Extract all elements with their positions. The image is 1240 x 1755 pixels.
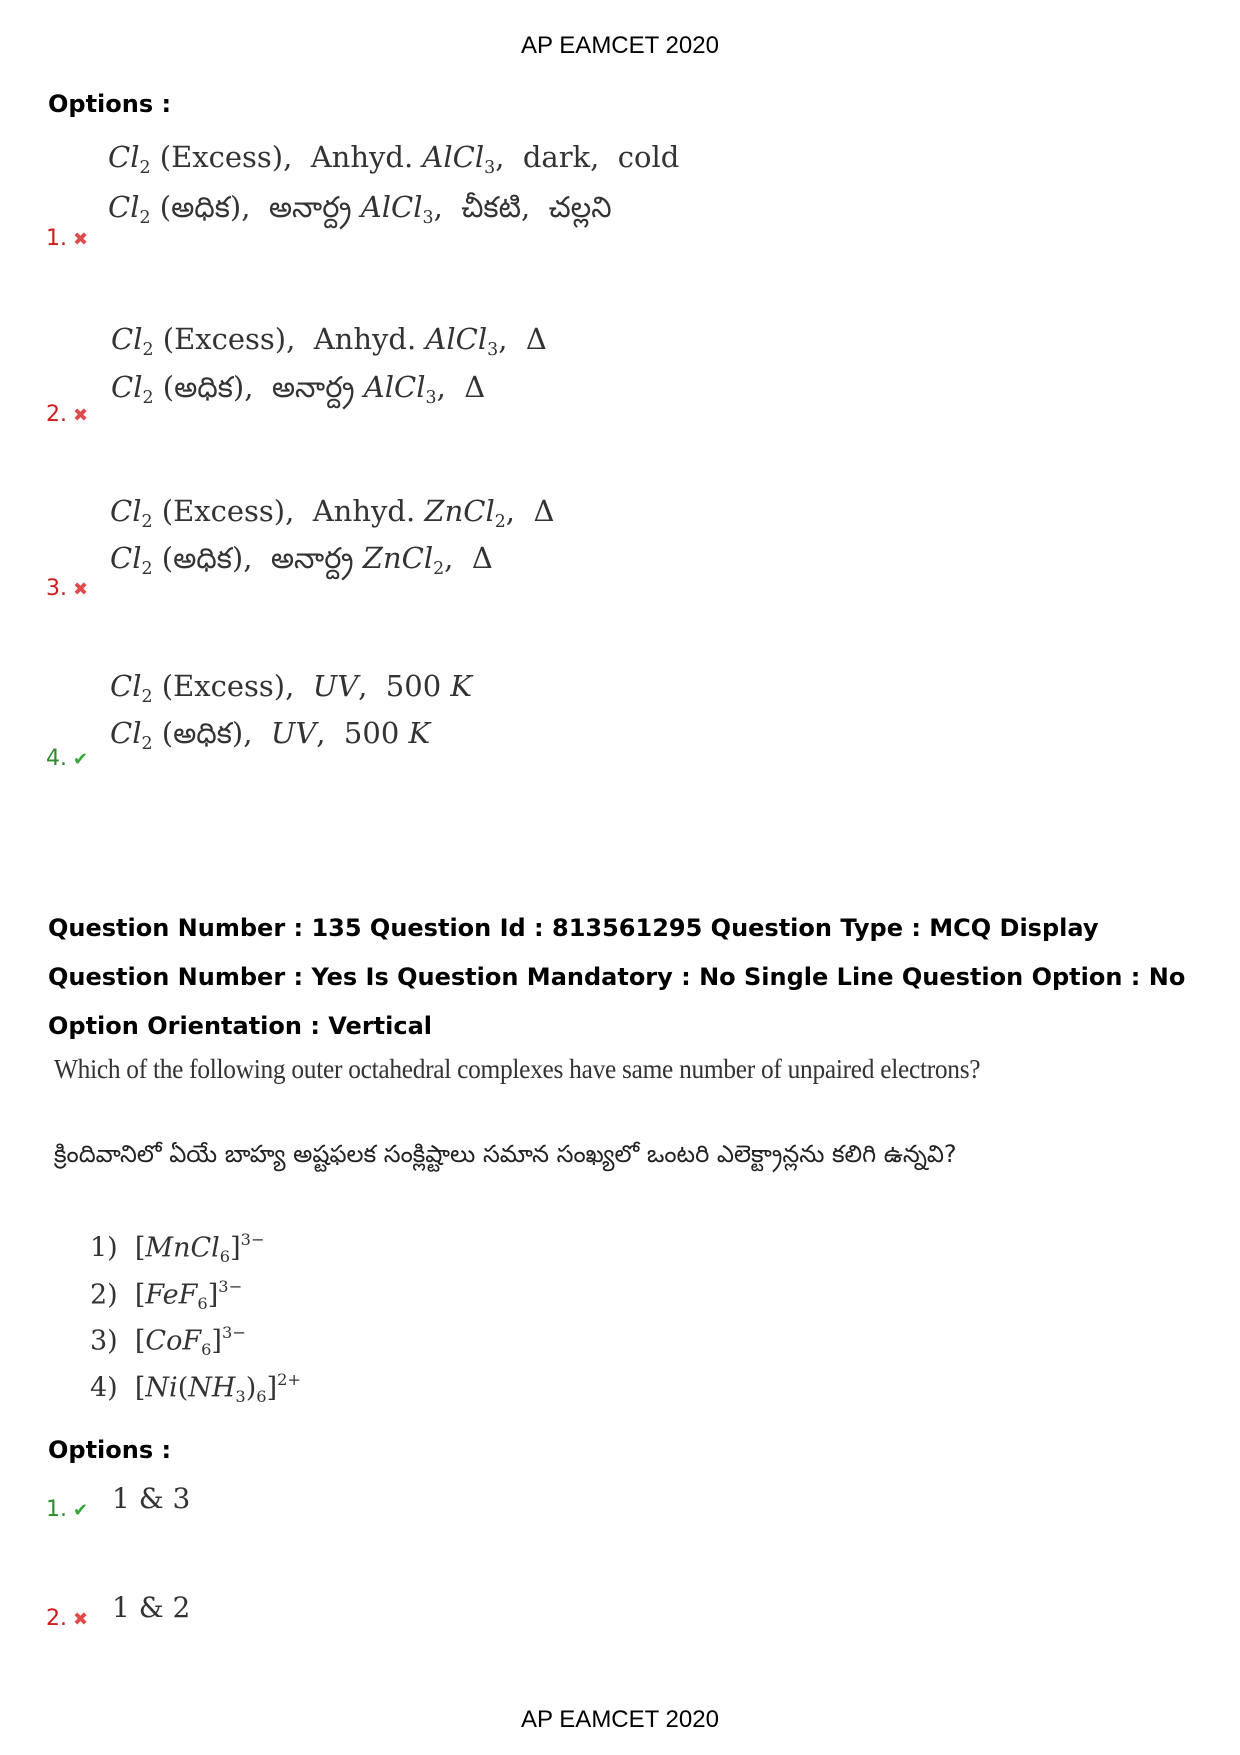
option-4-telugu: $Cl_2$ (అధిక), UV, 500 K — [110, 716, 431, 755]
cross-icon: ✖ — [73, 405, 89, 426]
cross-icon: ✖ — [73, 579, 89, 600]
check-icon: ✔ — [73, 1500, 89, 1521]
question-135-english: Which of the following outer octahedral complexes have same number of unpaired electrons? — [54, 1054, 981, 1084]
option-2-english: $Cl_2$ (Excess), Anhyd. AlCl$_3$, Δ — [111, 322, 547, 361]
option-1-number[interactable]: 1. ✖ — [46, 226, 89, 251]
complex-4: 4) $[Ni(NH_3)_6]^{2+}$ — [90, 1370, 301, 1406]
question-135-meta: Question Number : 135 Question Id : 813561295 Question Type : MCQ Display Question Number : Yes Is Question Mandatory : No Single Line Question Option : No Option Orientation : Vertical — [48, 914, 1186, 1040]
option-1-telugu: $Cl_2$ (అధిక), అనార్ద్ర AlCl$_3$, చీకటి, చల్లని — [108, 190, 612, 229]
option-2-telugu: $Cl_2$ (అధిక), అనార్ద్ర AlCl$_3$, Δ — [111, 370, 486, 409]
page-header: AP EAMCET 2020 — [521, 32, 719, 59]
q135-option-2-number[interactable]: 2. ✖ — [46, 1606, 89, 1631]
cross-icon: ✖ — [73, 1609, 89, 1630]
q135-option-1-text: 1 & 3 — [112, 1482, 191, 1515]
complex-3: 3) $[CoF_6]^{3-}$ — [90, 1323, 246, 1359]
q135-option-1-number[interactable]: 1. ✔ — [46, 1497, 89, 1522]
check-icon: ✔ — [73, 749, 89, 770]
option-4-english: $Cl_2$ (Excess), UV, 500 K — [110, 669, 473, 708]
option-4-number[interactable]: 4. ✔ — [46, 746, 89, 771]
options-label-q134: Options : — [48, 90, 172, 118]
q135-option-2-text: 1 & 2 — [112, 1591, 191, 1624]
option-1-english: $Cl_2$ (Excess), Anhyd. AlCl$_3$, dark, cold — [108, 140, 680, 179]
option-2-number[interactable]: 2. ✖ — [46, 402, 89, 427]
complex-2: 2) $[FeF_6]^{3-}$ — [90, 1277, 243, 1313]
question-135-telugu: క్రిందివానిలో ఏయే బాహ్య అష్టఫలక సంక్లిష్టాలు సమాన సంఖ్యలో ఒంటరి ఎలెక్ట్రాన్లను కలిగి ఉన్నవి? — [54, 1140, 957, 1168]
page-footer: AP EAMCET 2020 — [521, 1706, 719, 1733]
option-3-number[interactable]: 3. ✖ — [46, 576, 89, 601]
option-3-english: $Cl_2$ (Excess), Anhyd. ZnCl$_2$, Δ — [110, 494, 555, 533]
cross-icon: ✖ — [73, 229, 89, 250]
option-3-telugu: $Cl_2$ (అధిక), అనార్ద్ర ZnCl$_2$, Δ — [110, 541, 493, 580]
complex-1: 1) [MnCl$_6$]$^{3-}$ — [90, 1230, 265, 1266]
options-label-q135: Options : — [48, 1436, 172, 1464]
